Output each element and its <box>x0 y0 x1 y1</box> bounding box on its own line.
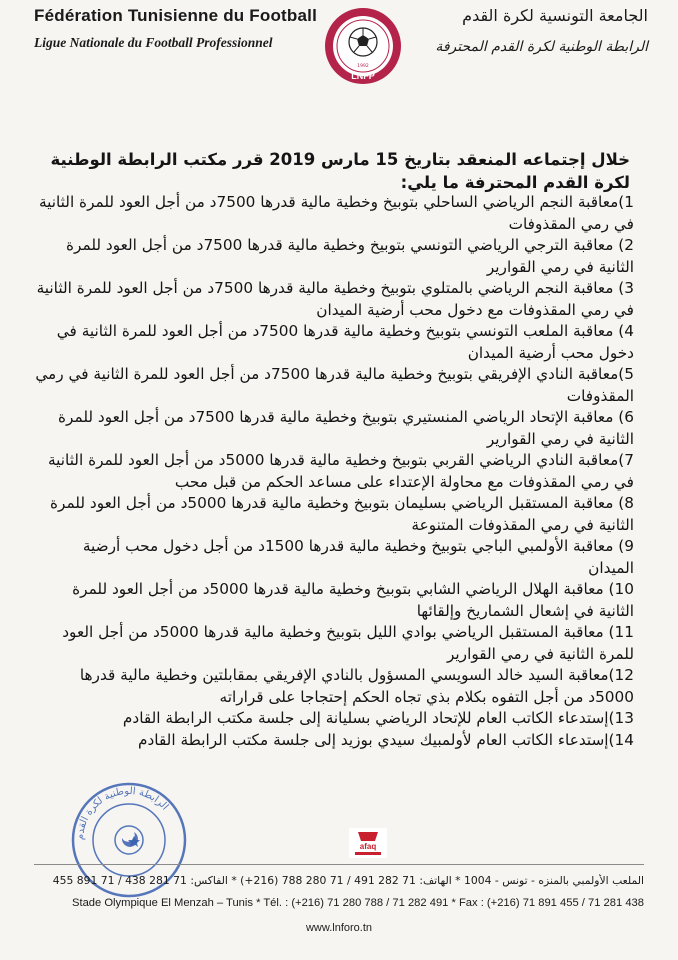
decision-item: 14)إستدعاء الكاتب العام لأولمبيك سيدي بوزيد إلى جلسة مكتب الرابطة القادم <box>138 730 634 749</box>
decision-item: 7)معاقبة النادي الرياضي القربي بتوبيخ وخطية مالية قدرها 5000د من أجل العود للمرة الثانية في رمي المقذوفات مع محاولة الإعتداء على مساعد الحكم من قبل محب <box>47 451 634 491</box>
afaq-certification-icon <box>349 828 387 858</box>
decision-item: 11) معاقبة المستقبل الرياضي بوادي الليل بتوبيخ وخطية مالية قدرها 5000د من أجل العود للمرة الثانية في رمي القوارير <box>62 623 634 663</box>
address-fr: Stade Olympique El Menzah – Tunis * Tél. : (+216) 71 280 788 / 71 282 491 * Fax : (+216) 71 891 455 / 71 281 438 <box>72 897 644 909</box>
svg-text:الرابطة الوطنية لكرة القدم <box>75 786 170 840</box>
logo-text: LNFP <box>351 71 375 81</box>
decision-item: 1)معاقبة النجم الرياضي الساحلي بتوبيخ وخطية مالية قدرها 7500د من أجل العود للمرة الثانية في رمي المقذوفات <box>38 193 634 233</box>
federation-name-fr: Fédération Tunisienne du Football <box>34 6 318 25</box>
decision-item: 5)معاقبة النادي الإفريقي بتوبيخ وخطية مالية قدرها 7500د من أجل العود للمرة الثانية في رمي المقذوفات <box>35 365 634 405</box>
afaq-label: afaq <box>359 842 377 851</box>
website-link[interactable]: www.lnforo.tn <box>305 922 373 934</box>
decisions-list <box>34 192 634 751</box>
federation-name-ar: الجامعة التونسية لكرة القدم <box>462 6 648 25</box>
decision-item: 10) معاقبة الهلال الرياضي الشابي بتوبيخ وخطية مالية قدرها 5000د من أجل العود للمرة الثانية في إشعال الشماريخ وإلقائها <box>72 580 634 620</box>
decision-item: 4) معاقبة الملعب التونسي بتوبيخ وخطية مالية قدرها 7500د من أجل العود للمرة الثانية في دخول محب أرضية الميدان <box>56 322 634 362</box>
decision-item: 8) معاقبة المستقبل الرياضي بسليمان بتوبيخ وخطية مالية قدرها 5000د من أجل العود للمرة الثانية في رمي المقذوفات المتنوعة <box>50 494 634 534</box>
decision-item: 13)إستدعاء الكاتب العام للإتحاد الرياضي بسليانة إلى جلسة مكتب الرابطة القادم <box>122 709 634 727</box>
address-ar: الملعب الأولمبي بالمنزه - تونس - 1004 * الهاتف: 71 282 491 / 71 280 788 (216+) * الفاكس: 71 281 438 / 71 891 455 <box>52 874 644 887</box>
decision-item: 3) معاقبة النجم الرياضي بالمتلوي بتوبيخ وخطية مالية قدرها 7500د من أجل العود للمرة الثانية في رمي المقذوفات مع دخول محب أرضية الميدان <box>36 279 634 319</box>
league-name-fr: Ligue Nationale du Football Professionnel <box>34 35 273 50</box>
footer-divider <box>34 864 644 865</box>
lnfp-logo-icon <box>323 6 403 86</box>
stamp-text: الرابطة الوطنية لكرة القدم <box>74 785 171 841</box>
decision-item: 6) معاقبة الإتحاد الرياضي المنستيري بتوبيخ وخطية مالية قدرها 7500د من أجل العود للمرة الثانية في رمي القوارير <box>58 408 634 448</box>
header-right <box>408 6 648 55</box>
intro-paragraph: خلال إجتماعه المنعقد بتاريخ 15 مارس 2019 قرر مكتب الرابطة الوطنية لكرة القدم المحترفة ما يلي: <box>50 150 630 192</box>
header-left <box>34 6 324 51</box>
decision-item: 2) معاقبة الترجي الرياضي التونسي بتوبيخ وخطية مالية قدرها 7500د من أجل العود للمرة الثانية في رمي القوارير <box>66 236 634 276</box>
decision-item: 9) معاقبة الأولمبي الباجي بتوبيخ وخطية مالية قدرها 1500د من أجل دخول محب أرضية الميدان <box>82 537 634 577</box>
logo-year: 1992 <box>357 64 369 69</box>
league-name-ar: الرابطة الوطنية لكرة القدم المحترفة <box>435 39 648 55</box>
decision-item: 12)معاقبة السيد خالد السويسي المسؤول بالنادي الإفريقي بمقابلتين وخطية مالية قدرها 5000د من أجل التفوه بكلام بذي تجاه الحكم إحتجاجا على قراراته <box>79 666 634 706</box>
